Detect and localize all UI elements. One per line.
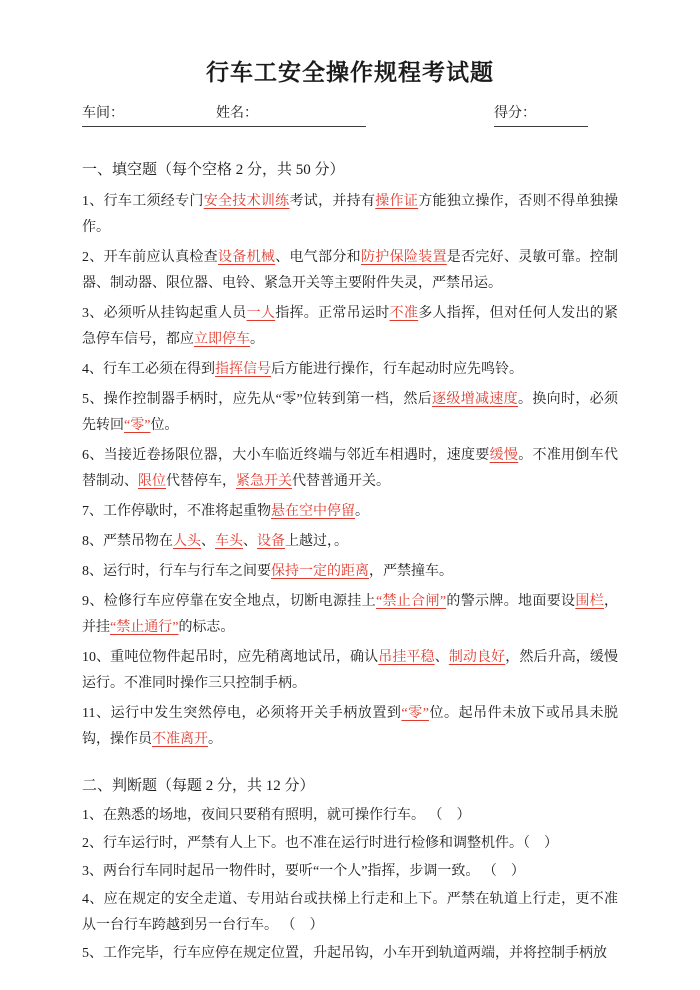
question-text: 方能独立操作，否则不得单独操作。 <box>82 194 619 235</box>
question-text: ，然后升高，缓慢运行。不准同时操作三只控制手柄。 <box>82 650 619 691</box>
answer-text: 设备机械 <box>217 250 276 265</box>
question-text: 、电气部分和 <box>275 250 361 265</box>
section-2-heading: 二、判断题（每题 2 分，共 12 分） <box>82 778 315 794</box>
answer-text: 一人 <box>246 306 276 321</box>
question-text: 后方能进行操作，行车起动时应先鸣铃。 <box>271 362 523 377</box>
question-text: 6、当接近卷扬限位器，大小车临近终端与邻近车相遇时，速度要 <box>82 448 490 463</box>
question-text: 10、重吨位物件起吊时，应先稍离地试吊，确认 <box>82 650 379 665</box>
answer-text: 人头 <box>173 534 201 549</box>
question-text: 。 <box>250 332 264 347</box>
question-text: 8、严禁吊物在 <box>82 534 173 549</box>
question-text: 11、运行中发生突然停电，必须将开关手柄放置到 <box>82 706 402 721</box>
answer-text: 不准 <box>389 306 419 321</box>
question-text: 4、行车工必须在得到 <box>82 362 215 377</box>
answer-text: “零” <box>401 706 429 721</box>
question-text: 2、开车前应认真检查 <box>82 250 218 265</box>
question-text: 、 <box>201 534 215 549</box>
judgment-question: 3、两台行车同时起吊一物件时，要听“一个人”指挥，步调一致。 （ ） <box>82 864 525 879</box>
fill-blank-question <box>82 589 618 641</box>
answer-text: 指挥信号 <box>215 362 271 377</box>
answer-text: 操作证 <box>375 194 419 209</box>
question-text: 。 <box>355 504 369 519</box>
question-text: 、 <box>434 650 449 665</box>
fill-blank-question <box>82 559 618 585</box>
answer-text: 不准离开 <box>152 732 208 747</box>
fill-blank-question <box>82 301 618 353</box>
question-text: 考试，并持有 <box>289 194 376 209</box>
answer-text: 逐级增减速度 <box>432 392 519 407</box>
question-text: 5、操作控制器手柄时，应先从“零”位转到第一档，然后 <box>82 392 433 407</box>
question-text: 位。 <box>150 418 179 433</box>
answer-text: 限位 <box>138 474 166 489</box>
question-text: 7、工作停歇时，不准将起重物 <box>82 504 271 519</box>
question-text: 、 <box>243 534 257 549</box>
question-text: 8、运行时，行车与行车之间要 <box>82 564 271 579</box>
fill-blank-question <box>82 357 618 383</box>
question-text: 位。起吊件未放下或吊具未脱钩，操作员 <box>82 706 618 747</box>
answer-text: 防护保险装置 <box>360 250 447 265</box>
judgment-question: 1、在熟悉的场地，夜间只要稍有照明，就可操作行车。 （ ） <box>82 808 471 823</box>
judgment-question: 2、行车运行时，严禁有人上下。也不准在运行时进行检修和调整机件。（ ） <box>82 836 558 851</box>
fill-blank-question <box>82 189 618 241</box>
question-text: 上越过，。 <box>285 534 348 549</box>
question-text: 的警示牌。地面要设 <box>446 594 576 609</box>
question-text: 。不准用倒车代替制动、 <box>82 448 619 489</box>
question-text: 多人指挥，但对任何人发出的紧急停车信号，都应 <box>82 306 619 347</box>
question-text: ，并挂 <box>82 594 619 635</box>
question-text: 1、行车工须经专门 <box>82 194 204 209</box>
name-label: 姓名： <box>216 106 258 121</box>
question-text: 代替停车， <box>166 474 236 489</box>
judgment-question: 5、工作完毕，行车应停在规定位置，升起吊钩，小车开到轨道两端，并将控制手柄放 <box>82 946 607 961</box>
fill-blank-question <box>82 387 618 439</box>
answer-text: 缓慢 <box>489 448 519 463</box>
page-title: 行车工安全操作规程考试题 <box>206 60 494 85</box>
answer-text: 围栏 <box>575 594 605 609</box>
answer-text: “禁止合闸” <box>375 594 447 609</box>
answer-text: 安全技术训练 <box>203 194 290 209</box>
fill-blank-question <box>82 529 618 555</box>
answer-text: 悬在空中停留 <box>271 504 355 519</box>
judgment-question: 4、应在规定的安全走道、专用站台或扶梯上行走和上下。严禁在轨道上行走，更不准从一台行车跨越到另一台行车。 （ ） <box>82 892 618 933</box>
answer-text: “禁止通行” <box>110 620 179 635</box>
question-text: 。换向时，必须先转回 <box>82 392 618 433</box>
score-field <box>494 104 588 127</box>
answer-text: 立即停车 <box>194 332 250 347</box>
answer-text: 车头 <box>215 534 243 549</box>
answer-text: 保持一定的距离 <box>271 564 369 579</box>
fill-blank-question <box>82 443 618 495</box>
fill-blank-question <box>82 701 618 753</box>
answer-text: 紧急开关 <box>236 474 292 489</box>
question-text: ，严禁撞车。 <box>369 564 453 579</box>
answer-text: 设备 <box>257 534 285 549</box>
answer-text: “零” <box>124 418 151 433</box>
score-label: 得分： <box>494 106 536 121</box>
question-text: 9、检修行车应停靠在安全地点，切断电源挂上 <box>82 594 376 609</box>
question-text: 代替普通开关。 <box>292 474 390 489</box>
workshop-label: 车间： <box>82 106 124 121</box>
answer-text: 吊挂平稳 <box>378 650 435 665</box>
workshop-name-fields <box>82 104 366 127</box>
question-text: 3、必须听从挂钩起重人员 <box>82 306 247 321</box>
fill-blank-question <box>82 499 618 525</box>
question-text: 指挥。正常吊运时 <box>275 306 390 321</box>
question-text: 。 <box>208 732 222 747</box>
answer-text: 制动良好 <box>448 650 506 665</box>
question-text: 的标志。 <box>178 620 235 635</box>
header-fields-row <box>82 104 618 127</box>
question-text: 是否完好、灵敏可靠。控制器、制动器、限位器、电铃、紧急开关等主要附件失灵，严禁吊运。 <box>82 250 619 291</box>
section-1-heading: 一、填空题（每个空格 2 分，共 50 分） <box>82 162 345 178</box>
fill-blank-question <box>82 245 618 297</box>
fill-blank-question <box>82 645 618 697</box>
